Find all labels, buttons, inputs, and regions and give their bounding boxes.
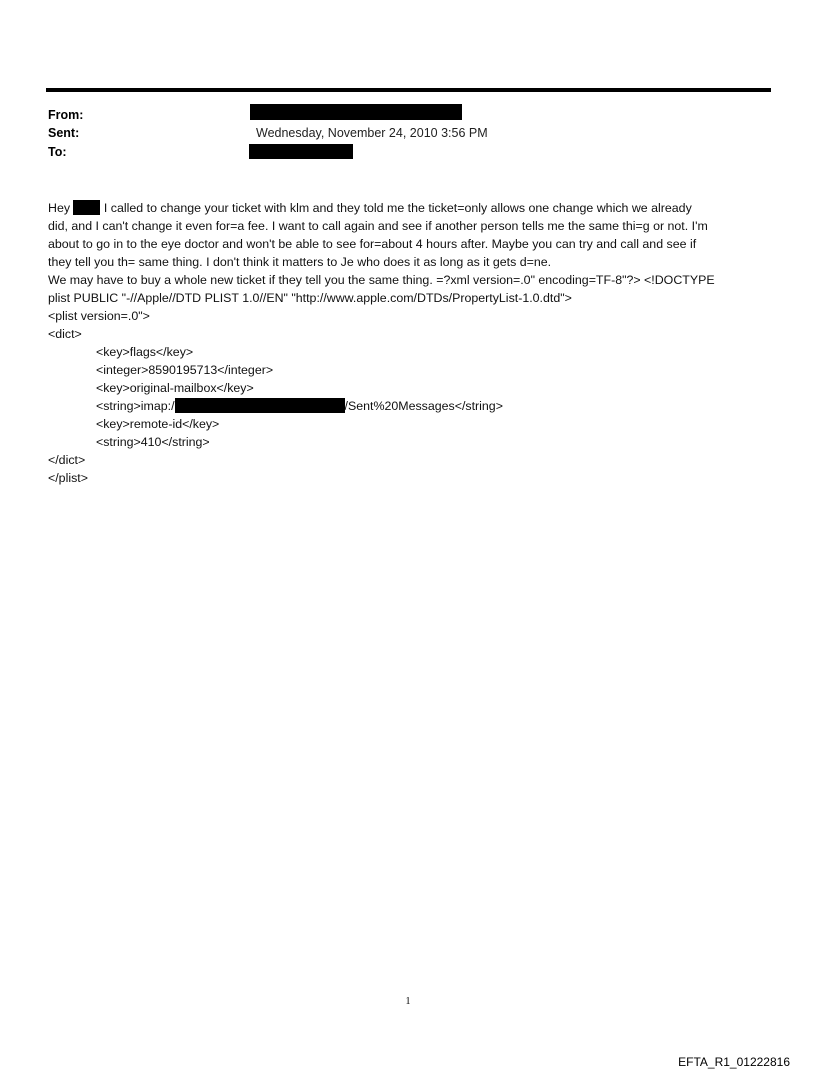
document-id: EFTA_R1_01222816 (678, 1055, 790, 1069)
body-line-2: did, and I can't change it even for=a fee. I want to call again and see if another person tells me the same thi=g or not. I'm (48, 219, 708, 233)
to-redaction (249, 144, 353, 159)
body-line-7: <plist version=.0"> (48, 309, 150, 323)
body-line-13: <key>remote-id</key> (96, 417, 220, 431)
from-redaction (250, 104, 462, 120)
page-number: 1 (405, 996, 411, 1007)
body-line-16: </plist> (48, 471, 88, 485)
body-line-4: they tell you th= same thing. I don't think it matters to Je who does it as long as it gets d=ne. (48, 255, 552, 269)
body-line-12 (48, 397, 773, 415)
email-body (48, 199, 773, 487)
sent-label: Sent: (48, 126, 80, 140)
body-line-1 (48, 199, 773, 217)
name-redaction (73, 200, 100, 215)
from-label: From: (48, 108, 84, 122)
body-line-1-start: Hey (48, 201, 74, 215)
body-line-1-end: I called to change your ticket with klm and they told me the ticket=only allows one change which we already (100, 201, 692, 215)
body-line-8: <dict> (48, 327, 82, 341)
imap-string-start: <string>imap:/ (96, 399, 175, 413)
body-line-3: about to go in to the eye doctor and won't be able to see for=about 4 hours after. Maybe you can try and call and see if (48, 237, 697, 251)
to-label: To: (48, 145, 67, 159)
header-rule (46, 88, 771, 92)
body-line-10: <integer>8590195713</integer> (96, 363, 274, 377)
imap-string-end: /Sent%20Messages</string> (344, 399, 503, 413)
imap-redaction (175, 398, 345, 413)
body-line-9: <key>flags</key> (96, 345, 194, 359)
body-line-14: <string>410</string> (96, 435, 210, 449)
body-line-11: <key>original-mailbox</key> (96, 381, 254, 395)
sent-value: Wednesday, November 24, 2010 3:56 PM (256, 126, 488, 140)
body-line-6: plist PUBLIC "-//Apple//DTD PLIST 1.0//EN" "http://www.apple.com/DTDs/PropertyList-1.0.dtd"> (48, 291, 572, 305)
body-line-15: </dict> (48, 453, 86, 467)
body-line-5: We may have to buy a whole new ticket if they tell you the same thing. =?xml version=.0" encoding=TF-8"?> <!DOCTYPE (48, 273, 715, 287)
